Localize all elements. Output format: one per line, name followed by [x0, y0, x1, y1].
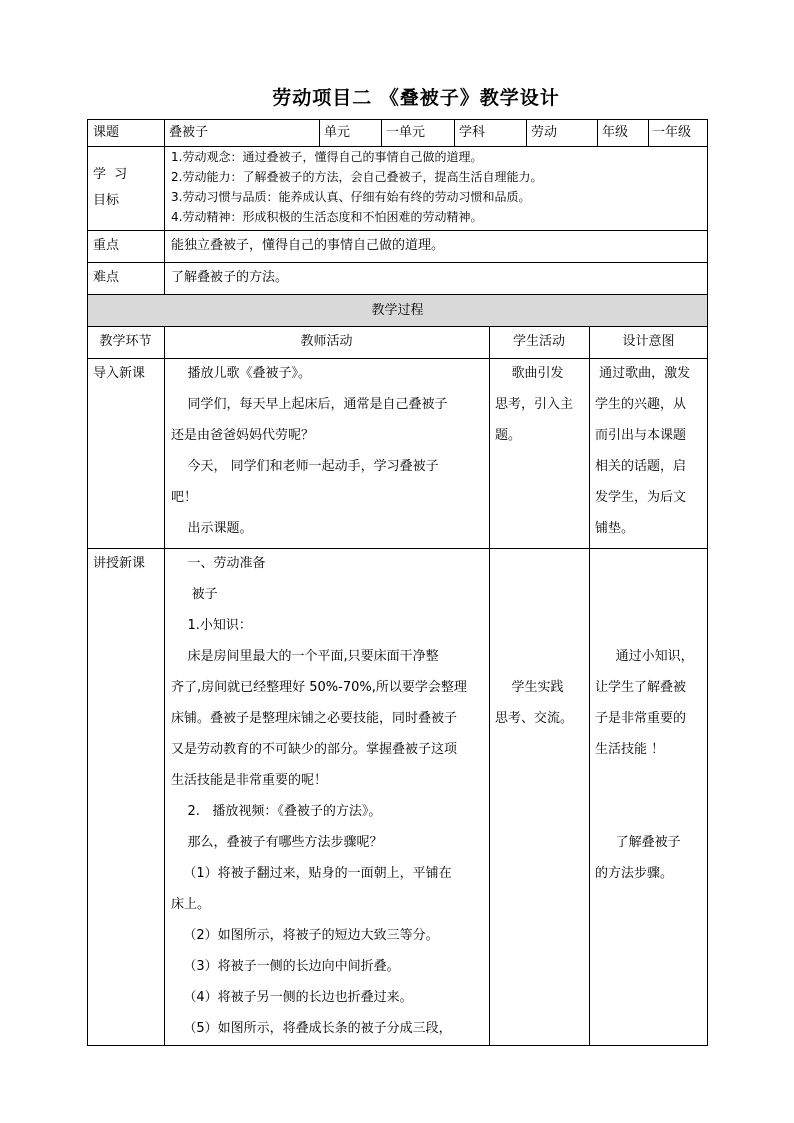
row1-teacher-line: 出示课题。 — [171, 521, 253, 536]
row2-intent-line: 让学生了解叠被 — [595, 680, 687, 695]
key-point-text: 能独立叠被子，懂得自己的事情自己做的道理。 — [171, 238, 445, 253]
grade-value: 一年级 — [652, 125, 692, 140]
row2-intent-line: 了解叠被子 — [595, 835, 681, 850]
row2-stage: 讲授新课 — [93, 556, 146, 571]
row1-intent-line: 发学生，为后文 — [595, 490, 687, 505]
row2-teacher-line: （1）将被子翻过来，贴身的一面朝上，平铺在 — [171, 866, 452, 881]
row1-teacher-line: 吧！ — [171, 490, 198, 505]
row2-teacher-line: 床上。 — [171, 897, 211, 912]
row2-teacher-line: 生活技能是非常重要的呢！ — [171, 773, 328, 788]
row1-teacher-line: 播放儿歌《叠被子》。 — [171, 366, 312, 381]
table-rule — [597, 119, 598, 146]
table-rule — [87, 230, 708, 231]
objective-item: 1.劳动观念：通过叠被子，懂得自己的事情自己做的道理。 — [171, 150, 483, 164]
row2-teacher-line: （2）如图所示，将被子的短边大致三等分。 — [171, 928, 439, 943]
row2-student-line: 学生实践 — [495, 680, 564, 695]
table-rule — [589, 326, 590, 1046]
row1-teacher-line: 同学们，每天早上起床后，通常是自己叠被子 — [171, 397, 448, 412]
row1-intent-line: 铺垫。 — [595, 521, 635, 536]
row1-student-line: 思考，引入主 — [495, 397, 574, 412]
table-rule — [87, 326, 708, 327]
page-title: 劳动项目二 《叠被子》教学设计 — [272, 87, 560, 109]
row2-teacher-line: 床是房间里最大的一个平面,只要床面干净整 — [171, 649, 439, 664]
table-rule — [87, 294, 708, 295]
row2-teacher-line: 那么，叠被子有哪些方法步骤呢？ — [171, 835, 383, 850]
row2-teacher-line: 2. 播放视频：《叠被子的方法》。 — [171, 804, 382, 819]
row2-teacher-line: 又是劳动教育的不可缺少的部分。掌握叠被子这项 — [171, 742, 458, 757]
table-rule — [319, 119, 320, 146]
row2-teacher-line: 1.小知识： — [171, 618, 252, 633]
row2-teacher-line: （4）将被子另一侧的长边也折叠过来。 — [171, 990, 413, 1005]
difficulty-label: 难点 — [93, 270, 120, 285]
subject-value: 劳动 — [531, 125, 558, 140]
table-rule — [454, 119, 455, 146]
row1-intent-line: 通过歌曲，激发 — [595, 366, 691, 381]
row2-teacher-line: （3）将被子一侧的长边向中间折叠。 — [171, 959, 400, 974]
row2-teacher-line: 齐了,房间就已经整理好 50%-70%,所以要学会整理 — [171, 680, 467, 695]
table-rule — [164, 326, 165, 1046]
table-rule — [164, 146, 165, 294]
col-teacher-header: 教师活动 — [300, 334, 353, 349]
row2-teacher-line: （5）如图所示，将叠成长条的被子分成三段， — [171, 1021, 452, 1036]
row1-intent-line: 学生的兴趣，从 — [595, 397, 687, 412]
unit-label: 单元 — [324, 125, 351, 140]
col-intent-header: 设计意图 — [622, 334, 675, 349]
topic-value: 叠被子 — [169, 125, 209, 140]
grade-label: 年级 — [602, 125, 629, 140]
table-rule — [87, 119, 708, 120]
row2-teacher-line: 一、劳动准备 — [171, 556, 266, 571]
table-rule — [648, 119, 649, 146]
table-rule — [87, 262, 708, 263]
row1-student-line: 题。 — [495, 428, 522, 443]
row2-teacher-line: 床铺。叠被子是整理床铺之必要技能，同时叠被子 — [171, 711, 458, 726]
row1-stage: 导入新课 — [93, 366, 146, 381]
key-point-label: 重点 — [93, 238, 120, 253]
topic-label: 课题 — [93, 125, 120, 140]
table-rule — [489, 326, 490, 1046]
row1-student-line: 歌曲引发 — [495, 366, 564, 381]
objectives-label-line2: 目标 — [93, 193, 120, 208]
table-rule — [87, 1045, 708, 1046]
row2-teacher-line: 被子 — [171, 587, 218, 602]
table-rule — [526, 119, 527, 146]
row1-intent-line: 而引出与本课题 — [595, 428, 687, 443]
row2-intent-line: 的方法步骤。 — [595, 866, 674, 881]
row1-teacher-line: 还是由爸爸妈妈代劳呢？ — [171, 428, 315, 443]
difficulty-text: 了解叠被子的方法。 — [171, 270, 289, 285]
table-rule — [381, 119, 382, 146]
row2-intent-line: 子是非常重要的 — [595, 711, 687, 726]
col-stage-header: 教学环节 — [99, 334, 152, 349]
row1-intent-line: 相关的话题，启 — [595, 459, 687, 474]
row2-intent-line: 生活技能 ！ — [595, 742, 665, 757]
objective-item: 3.劳动习惯与品质：能养成认真、仔细有始有终的劳动习惯和品质。 — [171, 190, 531, 204]
unit-value: 一单元 — [386, 125, 426, 140]
process-heading: 教学过程 — [371, 303, 424, 318]
col-student-header: 学生活动 — [512, 334, 565, 349]
objectives-label-line1: 学 习 — [93, 167, 130, 182]
table-rule — [87, 119, 88, 1046]
row2-student-line: 思考、交流。 — [495, 711, 574, 726]
objective-item: 2.劳动能力：了解叠被子的方法，会自己叠被子，提高生活自理能力。 — [171, 170, 543, 184]
subject-label: 学科 — [459, 125, 486, 140]
row2-intent-line: 通过小知识， — [595, 649, 694, 664]
table-rule — [707, 119, 708, 1046]
objective-item: 4.劳动精神：形成积极的生活态度和不怕困难的劳动精神。 — [171, 210, 483, 224]
table-rule — [164, 119, 165, 146]
row1-teacher-line: 今天， 同学们和老师一起动手，学习叠被子 — [171, 459, 439, 474]
